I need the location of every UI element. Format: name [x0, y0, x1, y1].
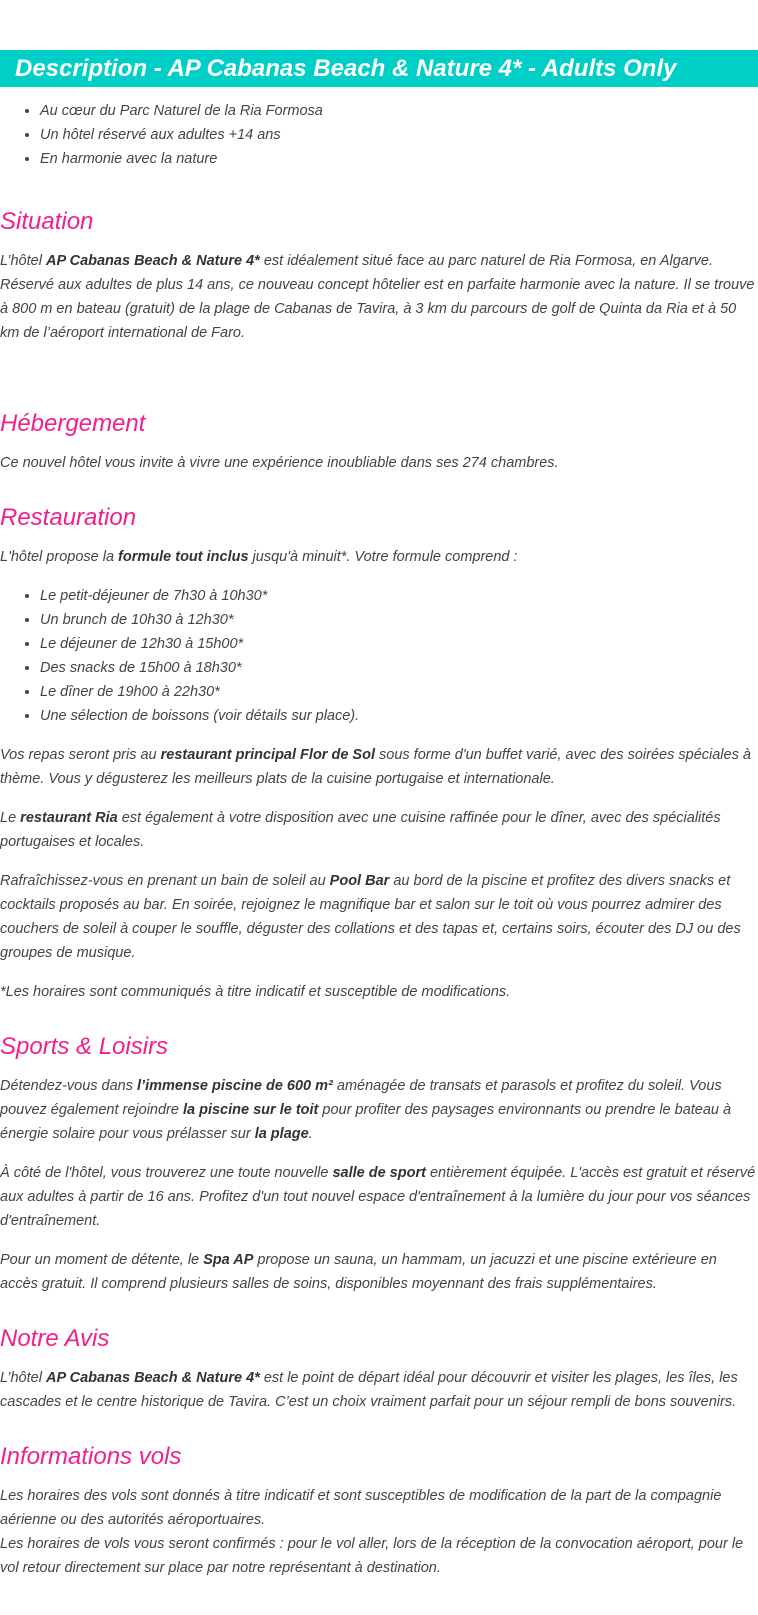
heading-hebergement: Hébergement	[0, 410, 146, 437]
text-run: au bord de la piscine et profitez des divers snacks et cocktails proposés au bar. En soirée, rejoignez le magnifique bar et salon sur le toit où vous pourrez admirer des couchers de soleil à couper le souffle, déguster des collations et des tapas et, certains soirs, écouter des DJ ou des groupes de musique.	[0, 873, 741, 961]
highlights-list	[0, 99, 758, 171]
text-run: À côté de l'hôtel, vous trouverez une toute nouvelle	[0, 1165, 333, 1181]
bold-run: la plage	[254, 1126, 309, 1142]
text-run: L'hôtel propose la	[0, 549, 119, 565]
text-run: Pour un moment de détente, le	[0, 1252, 204, 1268]
situation-text	[0, 249, 758, 345]
text-run: Le	[0, 810, 21, 826]
bold-run: salle de sport	[332, 1165, 426, 1181]
text-run: Rafraîchissez-vous en prenant un bain de soleil au	[0, 873, 330, 889]
text-run: .	[308, 1126, 313, 1142]
list-item: • En harmonie avec la nature	[40, 147, 758, 171]
bold-run: la piscine sur le toit	[182, 1102, 319, 1118]
list-item: • Au cœur du Parc Naturel de la Ria Formosa	[40, 99, 758, 123]
text-run: pour profiter des paysages environnants ou prendre le bateau à énergie solaire pour vous prélasser sur	[0, 1102, 732, 1142]
list-item: • Le dîner de 19h00 à 22h30*	[40, 680, 758, 704]
heading-vols: Informations vols	[0, 1443, 182, 1470]
restauration-note: *Les horaires sont communiqués à titre indicatif et susceptible de modifications.	[0, 984, 511, 1000]
list-item: • Une sélection de boissons (voir détails sur place).	[40, 704, 758, 728]
hebergement-text: Ce nouvel hôtel vous invite à vivre une expérience inoubliable dans ses 274 chambres.	[0, 455, 559, 471]
hotel-name: AP Cabanas Beach & Nature 4*	[45, 1370, 260, 1386]
list-item: • Un brunch de 10h30 à 12h30*	[40, 608, 758, 632]
text-run: L’hôtel	[0, 1370, 46, 1386]
list-item: • Des snacks de 15h00 à 18h30*	[40, 656, 758, 680]
text-run: jusqu'à minuit*. Votre formule comprend :	[248, 549, 518, 565]
sports-spa	[0, 1248, 758, 1296]
list-item: • Le déjeuner de 12h30 à 15h00*	[40, 632, 758, 656]
avis-text	[0, 1366, 758, 1414]
list-item: • Le petit-déjeuner de 7h30 à 10h30*	[40, 584, 758, 608]
heading-situation: Situation	[0, 208, 94, 235]
text-run: Détendez-vous dans	[0, 1078, 138, 1094]
text-run: Vos repas seront pris au	[0, 747, 161, 763]
restauration-main	[0, 743, 758, 791]
restauration-ria	[0, 806, 758, 854]
text-run: sous forme d'un buffet varié, avec des soirées spéciales à thème. Vous y dégusterez les meilleurs plats de la cuisine portugaise et internationale.	[0, 747, 751, 787]
list-item: • Un hôtel réservé aux adultes +14 ans	[40, 123, 758, 147]
bold-run: restaurant principal Flor de Sol	[160, 747, 375, 763]
meal-list	[0, 584, 758, 728]
heading-restauration: Restauration	[0, 504, 137, 531]
text-run: L’hôtel	[0, 253, 46, 269]
heading-avis: Notre Avis	[0, 1325, 110, 1352]
sports-gym	[0, 1161, 758, 1233]
banner-title: Description - AP Cabanas Beach & Nature 4* - Adults Only	[15, 55, 677, 82]
restauration-intro	[0, 545, 758, 569]
bold-run: formule tout inclus	[118, 549, 249, 565]
vols-line-1: Les horaires des vols sont donnés à titre indicatif et sont susceptibles de modification de la part de la compagnie aérienne ou des autorités aéroportuaires.	[0, 1488, 722, 1528]
text-run: propose un sauna, un hammam, un jacuzzi et une piscine extérieure en accès gratuit. Il comprend plusieurs salles de soins, disponibles moyennant des frais supplémentaires.	[0, 1252, 717, 1292]
vols-line-2: Les horaires de vols vous seront confirmés : pour le vol aller, lors de la réception de la convocation aéroport, pour le vol retour directement sur place par notre représentant à destination.	[0, 1536, 744, 1576]
hotel-description	[0, 87, 758, 1580]
bold-run: Spa AP	[203, 1252, 254, 1268]
sports-pool	[0, 1074, 758, 1146]
text-run: est idéalement situé face au parc naturel de Ria Formosa, en Algarve. Réservé aux adultes de plus 14 ans, ce nouveau concept hôtelier est en parfaite harmonie avec la nature. Il se trouve à 800 m en bateau (gratuit) de la plage de Cabanas de Tavira, à 3 km du parcours de golf de Quinta da Ria et à 50 km de l’aéroport international de Faro.	[0, 253, 755, 341]
bold-run: restaurant Ria	[20, 810, 118, 826]
bold-run: Pool Bar	[329, 873, 390, 889]
text-run: aménagée de transats et parasols et profitez du soleil. Vous pouvez également rejoindre	[0, 1078, 722, 1118]
hotel-name: AP Cabanas Beach & Nature 4*	[45, 253, 260, 269]
heading-sports: Sports & Loisirs	[0, 1033, 169, 1060]
description-banner	[0, 50, 758, 87]
restauration-pool-bar	[0, 869, 758, 965]
bold-run: l’immense piscine de 600 m²	[137, 1078, 333, 1094]
text-run: est le point de départ idéal pour découvrir et visiter les plages, les îles, les cascades et le centre historique de Tavira. C’est un choix vraiment parfait pour un séjour rempli de bons souvenirs.	[0, 1370, 738, 1410]
text-run: est également à votre disposition avec une cuisine raffinée pour le dîner, avec des spécialités portugaises et locales.	[0, 810, 721, 850]
text-run: entièrement équipée. L'accès est gratuit et réservé aux adultes à partir de 16 ans. Profitez d'un tout nouvel espace d'entraînement à la lumière du jour pour vos séances d'entraînement.	[0, 1165, 756, 1229]
vols-text	[0, 1484, 758, 1580]
